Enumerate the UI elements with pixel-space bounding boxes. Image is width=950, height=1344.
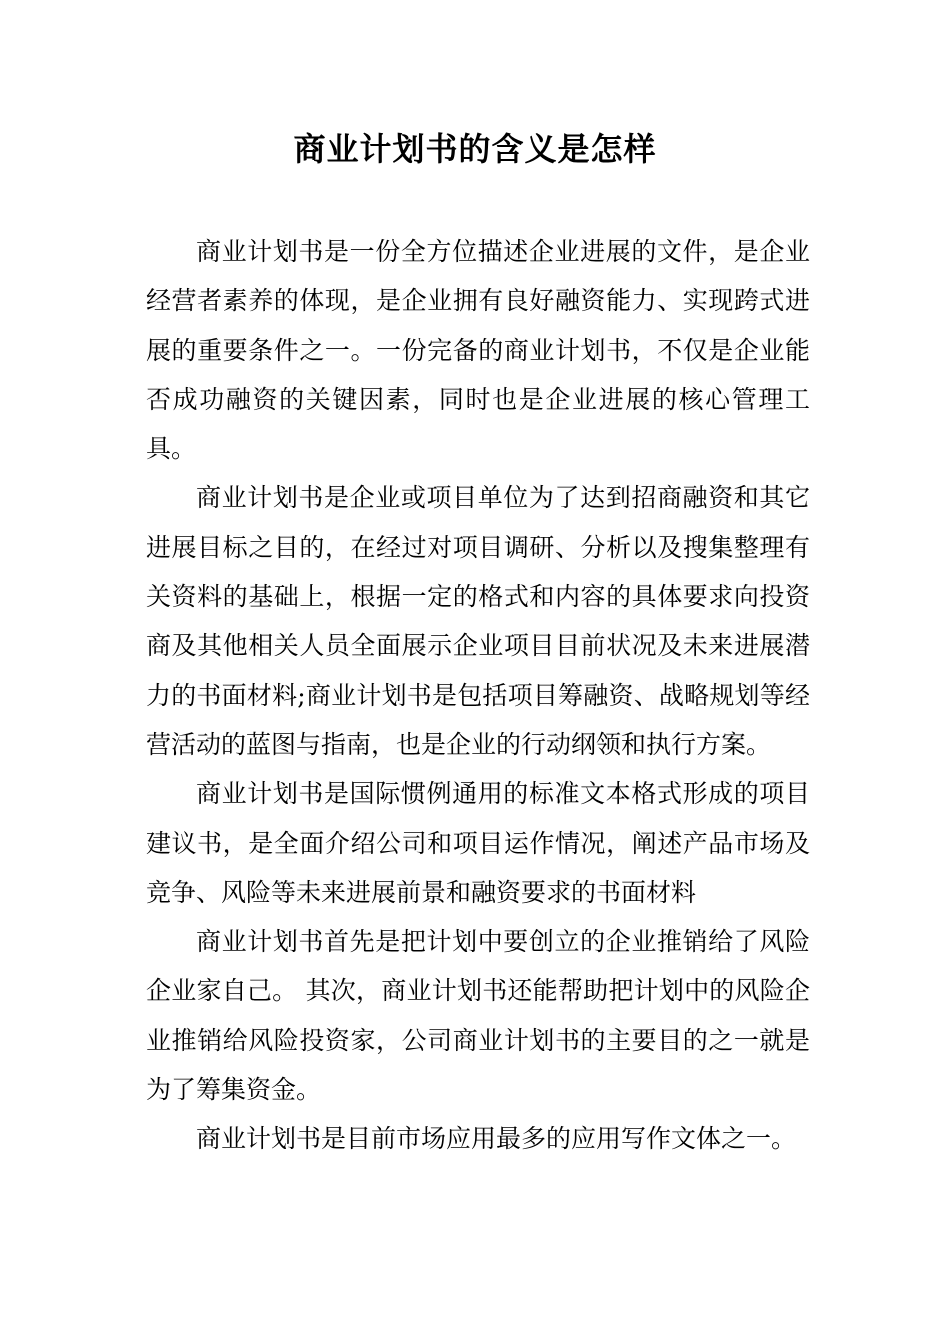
paragraph-5: 商业计划书是目前市场应用最多的应用写作文体之一。 xyxy=(196,1124,797,1154)
paragraph-2: 商业计划书是企业或项目单位为了达到招商融资和其它进展目标之目的，在经过对项目调研、分析以及搜集整理有关资料的基础上，根据一定的格式和内容的具体要求向投资商及其他相关人员全面展示企业项目目前状况及未来进展潜力的书面材料;商业计划书是包括项目筹融资、战略规划等经营活动的蓝图与指南，也是企业的行动纲领和执行方案。 xyxy=(146,483,810,759)
paragraph-3: 商业计划书是国际惯例通用的标准文本格式形成的项目建议书，是全面介绍公司和项目运作情况，阐述产品市场及竞争、风险等未来进展前景和融资要求的书面材料 xyxy=(146,779,810,907)
document-title: 商业计划书的含义是怎样 xyxy=(293,130,657,168)
paragraph-4: 商业计划书首先是把计划中要创立的企业推销给了风险企业家自己。 其次，商业计划书还能帮助把计划中的风险企业推销给风险投资家，公司商业计划书的主要目的之一就是为了筹集资金。 xyxy=(146,927,810,1105)
paragraph-1: 商业计划书是一份全方位描述企业进展的文件，是企业经营者素养的体现，是企业拥有良好融资能力、实现跨式进展的重要条件之一。一份完备的商业计划书，不仅是企业能否成功融资的关键因素，同时也是企业进展的核心管理工具。 xyxy=(146,237,810,464)
document-body xyxy=(146,227,810,1164)
